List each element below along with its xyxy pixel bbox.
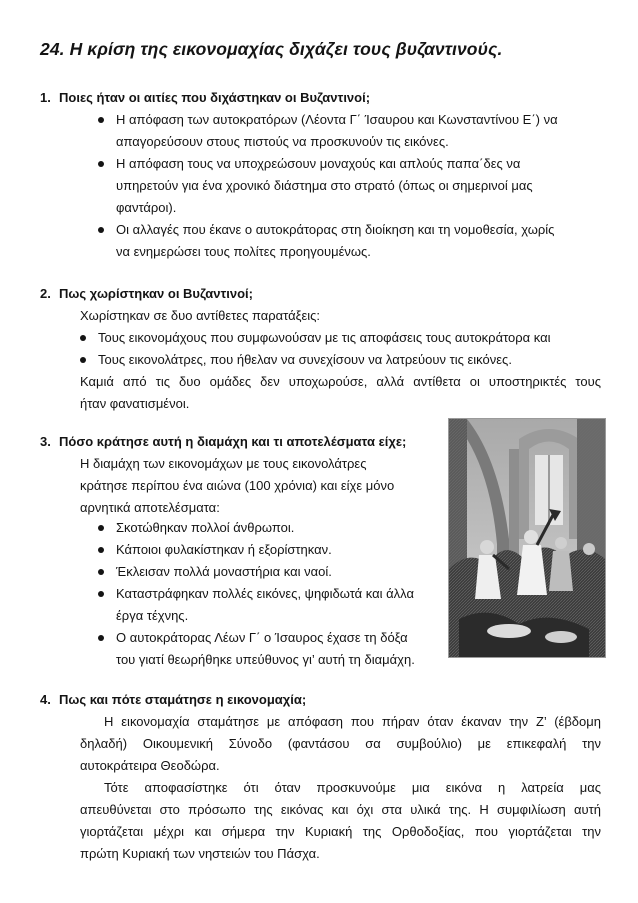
list-item: Η απόφαση των αυτοκρατόρων (Λέοντα Γ΄ Ίσαυρου και Κωνσταντίνου Ε΄) να απαγορεύσουν στους πιστούς να προσκυνούν τις εικόνες. (116, 109, 558, 153)
bullet-icon (80, 357, 86, 363)
question-3-number: 3. (40, 434, 51, 449)
question-1-text: Ποιες ήταν οι αιτίες που διχάστηκαν οι Βυζαντινοί; (59, 90, 371, 105)
question-2-heading (40, 283, 253, 305)
bullet-icon (98, 525, 104, 531)
question-2-text: Πως χωρίστηκαν οι Βυζαντινοί; (59, 286, 253, 301)
list-item: Τους εικονομάχους που συμφωνούσαν με τις αποφάσεις τους αυτοκράτορα και (98, 327, 551, 349)
bullet-icon (98, 227, 104, 233)
question-2-intro: Χωρίστηκαν σε δυο αντίθετες παρατάξεις: (80, 308, 321, 323)
list-item: Κάποιοι φυλακίστηκαν ή εξορίστηκαν. (116, 539, 332, 561)
iconoclasm-engraving-icon (448, 418, 606, 658)
list-item: Σκοτώθηκαν πολλοί άνθρωποι. (116, 517, 294, 539)
question-4-paragraph-1: Η εικονομαχία σταμάτησε με απόφαση που πήραν όταν έκαναν την Ζ’ (έβδομη δηλαδή) Οικουμενική Σύνοδο (φαντάσου σα συμβούλιο) με επικεφαλή την αυτοκράτειρα Θεοδώρα. (80, 714, 601, 773)
question-3-intro: Η διαμάχη των εικονομάχων με τους εικονολάτρες κράτησε περίπου ένα αιώνα (100 χρόνια) και είχε μόνο αρνητικά αποτελέσματα: (80, 456, 395, 515)
question-3-heading (40, 431, 407, 453)
bullet-icon (80, 335, 86, 341)
bullet-icon (98, 547, 104, 553)
question-3-text: Πόσο κράτησε αυτή η διαμάχη και τι αποτελέσματα είχε; (59, 434, 407, 449)
question-2-closing: Καμιά από τις δυο ομάδες δεν υποχωρούσε, αλλά αντίθετα οι υποστηρικτές τους ήταν φανατισμένοι. (80, 374, 601, 411)
bullet-icon (98, 161, 104, 167)
list-item: Οι αλλαγές που έκανε ο αυτοκράτορας στη διοίκηση και τη νομοθεσία, χωρίς να ενημερώσει τους πολίτες προηγουμένως. (116, 219, 554, 263)
question-1-heading (40, 87, 371, 109)
page-title: 24. Η κρίση της εικονομαχίας διχάζει τους βυζαντινούς. (40, 39, 503, 59)
list-item: Έκλεισαν πολλά μοναστήρια και ναοί. (116, 561, 332, 583)
question-2-number: 2. (40, 286, 51, 301)
list-item: Η απόφαση τους να υποχρεώσουν μοναχούς και απλούς παπα΄δες να υπηρετούν για ένα χρονικό διάστημα στο στρατό (όπως οι σημερινοί μας φαντάροι). (116, 153, 533, 219)
list-item: Τους εικονολάτρες, που ήθελαν να συνεχίσουν να λατρεύουν τις εικόνες. (98, 349, 512, 371)
bullet-icon (98, 591, 104, 597)
bullet-icon (98, 635, 104, 641)
bullet-icon (98, 569, 104, 575)
question-1-number: 1. (40, 90, 51, 105)
list-item: Ο αυτοκράτορας Λέων Γ΄ ο Ίσαυρος έχασε τη δόξα του γιατί θεωρήθηκε υπεύθυνος γι’ αυτή τη διαμάχη. (116, 627, 415, 671)
question-4-number: 4. (40, 692, 51, 707)
question-4-text: Πως και πότε σταμάτησε η εικονομαχία; (59, 692, 307, 707)
bullet-icon (98, 117, 104, 123)
question-4-paragraph-2: Τότε αποφασίστηκε ότι όταν προσκυνούμε μια εικόνα η λατρεία μας απευθύνεται στο πρόσωπο της εικόνας και όχι στα υλικά της. Η συμφιλίωση αυτή γιορτάζεται μέχρι και σήμερα την Κυριακή της Ορθοδοξίας, που γιορτάζεται την πρώτη Κυριακή των νηστειών του Πάσχα. (80, 780, 601, 861)
list-item: Καταστράφηκαν πολλές εικόνες, ψηφιδωτά και άλλα έργα τέχνης. (116, 583, 414, 627)
question-4-heading (40, 689, 307, 711)
